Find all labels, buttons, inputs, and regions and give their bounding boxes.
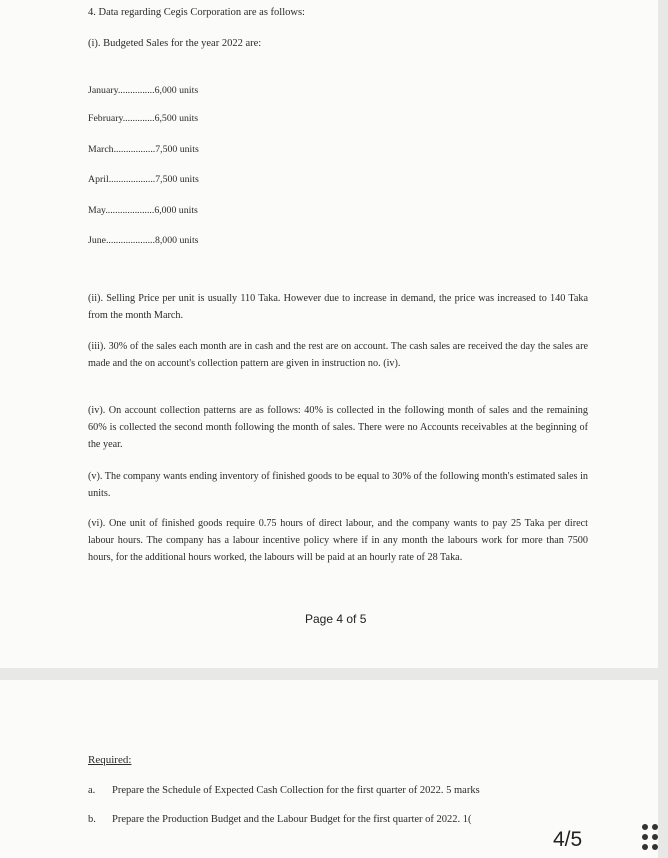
sales-row: January...............6,000 units bbox=[88, 85, 199, 96]
item-iv-paragraph: (iv). On account collection patterns are as follows: 40% is collected in the following month of sales and the remaining 60% is collected the second month following the month of sales. There were no Accounts receivables at the beginning of the year. bbox=[88, 405, 588, 450]
required-heading: Required: bbox=[88, 754, 132, 766]
item-i-heading: (i). Budgeted Sales for the year 2022 are: bbox=[88, 38, 262, 49]
req-b-letter: b. bbox=[88, 814, 96, 825]
sales-row: February.............6,500 units bbox=[88, 113, 199, 124]
sales-row: June....................8,000 units bbox=[88, 235, 199, 246]
sales-row: April...................7,500 units bbox=[88, 174, 199, 185]
req-a-letter: a. bbox=[88, 785, 96, 796]
req-a-text: Prepare the Schedule of Expected Cash Collection for the first quarter of 2022. 5 marks bbox=[112, 785, 480, 796]
req-b-text: Prepare the Production Budget and the Labour Budget for the first quarter of 2022. 1( bbox=[112, 814, 472, 825]
item-vi-paragraph: (vi). One unit of finished goods require 0.75 hours of direct labour, and the company wants to pay 25 Taka per direct labour hours. The company has a labour incentive policy where if in any month the labours work for more than 7500 hours, for the additional hours worked, the labours will be paid at an hourly rate of 28 Taka. bbox=[88, 518, 588, 563]
item-v-paragraph: (v). The company wants ending inventory of finished goods to be equal to 30% of the following month's estimated sales in units. bbox=[88, 471, 588, 499]
more-options-icon[interactable] bbox=[640, 822, 664, 852]
page-number-label: Page 4 of 5 bbox=[305, 612, 367, 626]
viewer-page-counter: 4/5 bbox=[553, 828, 583, 851]
sales-row: March.................7,500 units bbox=[88, 144, 199, 155]
item-iii-paragraph: (iii). 30% of the sales each month are in cash and the rest are on account. The cash sales are received the day the sales are made and the on account's collection pattern are given in instruction no. (iv). bbox=[88, 341, 588, 369]
question-title: 4. Data regarding Cegis Corporation are as follows: bbox=[88, 7, 305, 18]
sales-row: May....................6,000 units bbox=[88, 205, 198, 216]
item-ii-paragraph: (ii). Selling Price per unit is usually 110 Taka. However due to increase in demand, the price was increased to 140 Taka from the month March. bbox=[88, 293, 588, 321]
